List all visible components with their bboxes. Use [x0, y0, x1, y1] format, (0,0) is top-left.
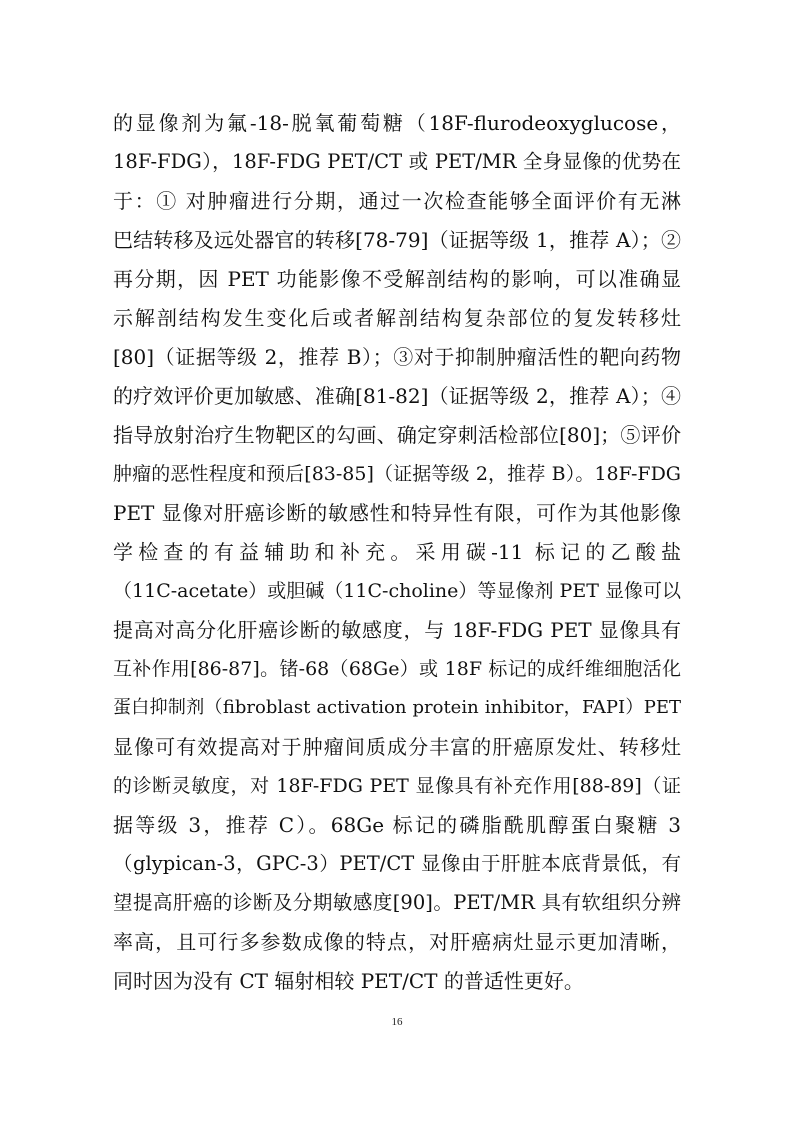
body-text-line: 率高，且可行多参数成像的特点，对肝癌病灶显示更加清晰， — [113, 930, 681, 954]
body-text-line: 望提高肝癌的诊断及分期敏感度[90]。PET/MR 具有软组织分辨 — [113, 891, 681, 914]
body-text-line: 指导放射治疗生物靶区的勾画、确定穿刺活检部位[80]；⑤评价 — [113, 423, 681, 447]
body-text-line: 的显像剂为氟-18-脱氧葡萄糖（18F-flurodeoxyglucose， — [113, 111, 681, 135]
body-text-line: 蛋白抑制剂（fibroblast activation protein inhibitor，FAPI）PET — [113, 697, 681, 718]
body-text-line: 的诊断灵敏度，对 18F-FDG PET 显像具有补充作用[88-89]（证 — [113, 775, 681, 797]
body-text-line: PET 显像对肝癌诊断的敏感性和特异性有限，可作为其他影像 — [113, 501, 681, 525]
body-text-line: 同时因为没有 CT 辐射相较 PET/CT 的普适性更好。 — [113, 969, 584, 993]
body-text-line: （11C-acetate）或胆碱（11C-choline）等显像剂 PET 显像可以 — [113, 580, 681, 602]
page-number: 16 — [391, 1016, 403, 1028]
body-text-line: [80]（证据等级 2，推荐 B）；③对于抑制肿瘤活性的靶向药物 — [113, 345, 681, 369]
body-text-line: （glypican-3，GPC-3）PET/CT 显像由于肝脏本底背景低，有 — [113, 852, 681, 875]
body-text-line: 的疗效评价更加敏感、准确[81-82]（证据等级 2，推荐 A）；④ — [113, 384, 681, 408]
body-text-line: 于：① 对肿瘤进行分期，通过一次检查能够全面评价有无淋 — [113, 189, 681, 213]
body-text-line: 巴结转移及远处器官的转移[78-79]（证据等级 1，推荐 A）；② — [113, 228, 681, 252]
body-text-line: 提高对高分化肝癌诊断的敏感度，与 18F-FDG PET 显像具有 — [113, 618, 681, 642]
body-text-line: 再分期，因 PET 功能影像不受解剖结构的影响，可以准确显 — [113, 267, 681, 291]
body-text-line: 肿瘤的恶性程度和预后[83-85]（证据等级 2，推荐 B）。18F-FDG — [113, 463, 681, 485]
body-text-line: 示解剖结构发生变化后或者解剖结构复杂部位的复发转移灶 — [113, 306, 681, 330]
body-text-line: 显像可有效提高对于肿瘤间质成分丰富的肝癌原发灶、转移灶 — [113, 735, 681, 759]
body-text-line: 据等级 3，推荐 C）。68Ge 标记的磷脂酰肌醇蛋白聚糖 3 — [113, 813, 681, 837]
body-text-line: 学检查的有益辅助和补充。采用碳-11 标记的乙酸盐 — [113, 540, 681, 564]
body-text-line: 18F-FDG），18F-FDG PET/CT 或 PET/MR 全身显像的优势在 — [113, 150, 681, 173]
body-text-line: 互补作用[86-87]。锗-68（68Ge）或 18F 标记的成纤维细胞活化 — [113, 658, 681, 680]
